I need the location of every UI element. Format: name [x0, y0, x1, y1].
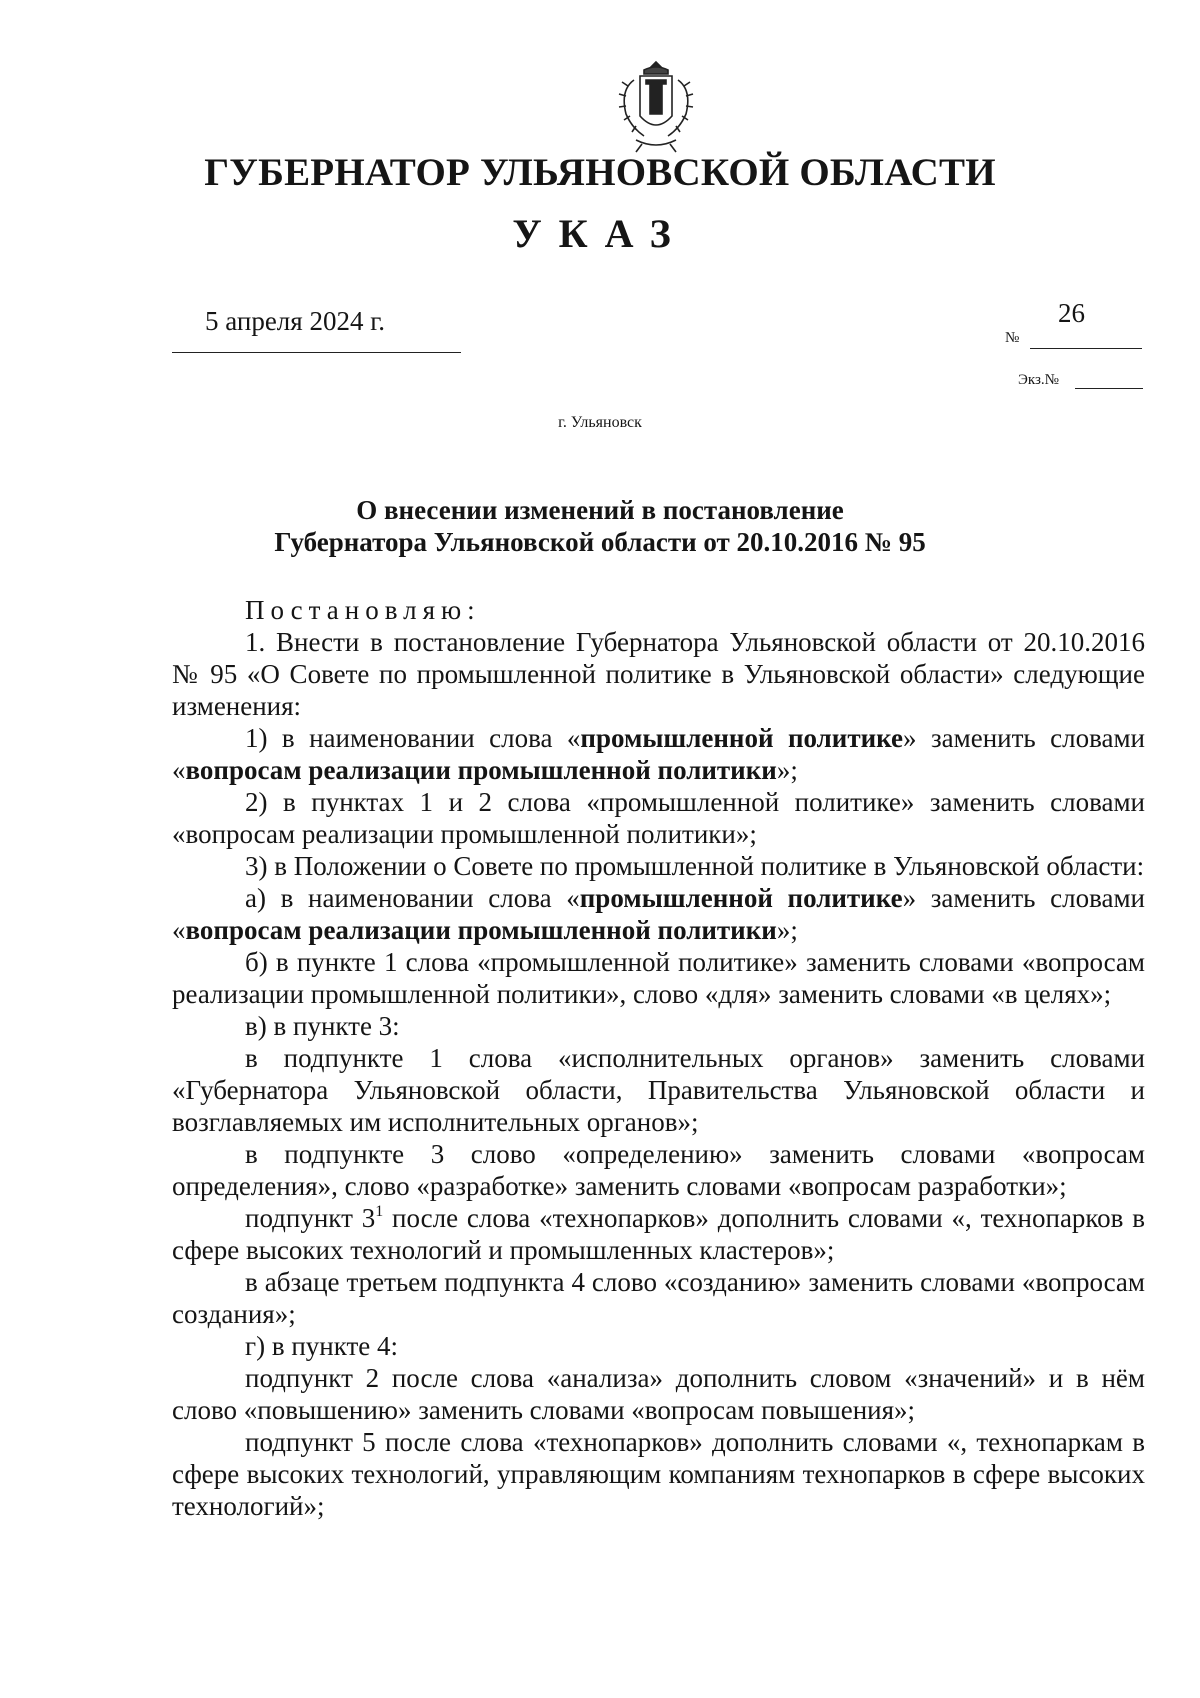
number-underline	[1030, 348, 1142, 349]
paragraph-v-4: в абзаце третьем подпункта 4 слово «созданию» заменить словами «вопросам создания»;	[172, 1267, 1145, 1329]
paragraph-1-3-g: г) в пункте 4:	[245, 1331, 399, 1361]
copy-number-underline	[1075, 388, 1143, 389]
document-type: УКАЗ	[512, 211, 688, 256]
issue-city: г. Ульяновск	[558, 414, 642, 431]
paragraph-g-2: подпункт 5 после слова «технопарков» дополнить словами «, технопаркам в сфере высоких технологий, управляющим компаниям технопарков в сфере высоких технологий»;	[172, 1427, 1145, 1521]
number-label: №	[1005, 330, 1020, 346]
paragraph-g-1: подпункт 2 после слова «анализа» дополнить словом «значений» и в нём слово «повышению» заменить словами «вопросам повышения»;	[172, 1363, 1145, 1425]
paragraph-1-3-b: б) в пункте 1 слова «промышленной политике» заменить словами «вопросам реализации промышленной политики», слово «для» заменить словами «в целях»;	[172, 947, 1145, 1009]
preamble: Постановляю:	[245, 595, 481, 625]
date-underline	[172, 352, 461, 353]
title-line-2: Губернатора Ульяновской области от 20.10.2016 № 95	[274, 527, 926, 557]
paragraph-1-3-v: в) в пункте 3:	[245, 1011, 400, 1041]
paragraph-v-1: в подпункте 1 слова «исполнительных органов» заменить словами «Губернатора Ульяновской области, Правительства Ульяновской области и возглавляемых им исполнительных органов»;	[172, 1043, 1145, 1137]
paragraph-1-3-a: а) в наименовании слова «промышленной политике» заменить словами «вопросам реализации промышленной политики»;	[172, 883, 1145, 945]
title-line-1: О внесении изменений в постановление	[356, 495, 844, 525]
paragraph-1-3: 3) в Положении о Совете по промышленной политике в Ульяновской области:	[245, 851, 1145, 881]
document-number: 26	[1058, 298, 1085, 328]
document-body	[172, 594, 1145, 1522]
paragraph-1-1: 1) в наименовании слова «промышленной политике» заменить словами «вопросам реализации промышленной политики»;	[172, 723, 1145, 785]
issuing-authority: ГУБЕРНАТОР УЛЬЯНОВСКОЙ ОБЛАСТИ	[204, 151, 996, 194]
copy-number-label: Экз.№	[1018, 372, 1059, 388]
paragraph-1: 1. Внести в постановление Губернатора Ульяновской области от 20.10.2016 № 95 «О Совете по промышленной политике в Ульяновской области» следующие изменения:	[172, 627, 1145, 721]
paragraph-1-2: 2) в пунктах 1 и 2 слова «промышленной политике» заменить словами «вопросам реализации промышленной политики»;	[172, 787, 1145, 849]
paragraph-v-2: в подпункте 3 слово «определению» заменить словами «вопросам определения», слово «разработке» заменить словами «вопросам разработки»;	[172, 1139, 1145, 1201]
document-date: 5 апреля 2024 г.	[205, 306, 385, 336]
document-title	[0, 494, 1200, 558]
paragraph-v-3: подпункт $3^1$ после слова «технопарков» дополнить словами «, технопарков в сфере высоких технологий и промышленных кластеров»;	[172, 1203, 1145, 1265]
coat-of-arms-icon	[606, 56, 706, 156]
